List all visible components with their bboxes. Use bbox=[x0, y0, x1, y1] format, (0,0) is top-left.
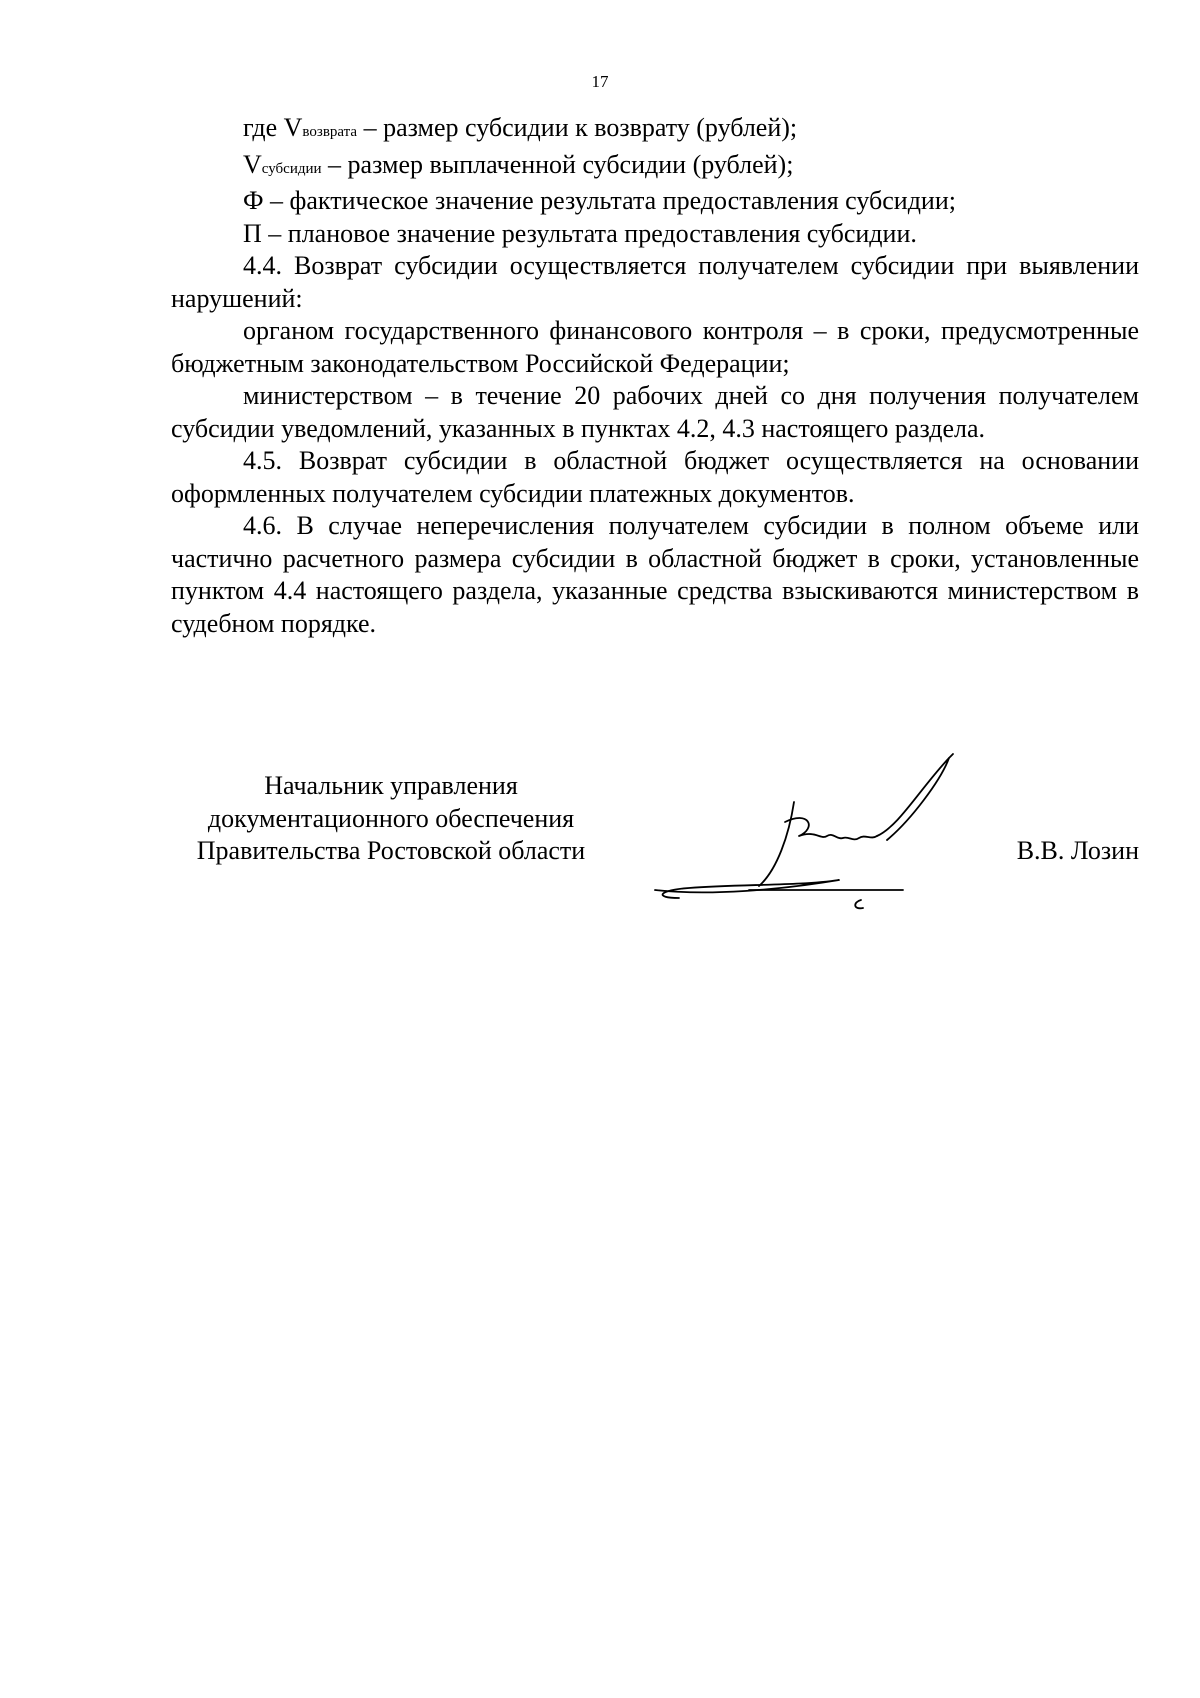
formula-term-v-return: где Vвозврата – размер субсидии к возврату (рублей); bbox=[243, 113, 798, 142]
signatory-name: В.В. Лозин bbox=[1016, 836, 1139, 865]
handwritten-signature-icon bbox=[649, 740, 979, 910]
paragraph-4-5: 4.5. Возврат субсидии в областной бюджет осуществляется на основании оформленных получателем субсидии платежных документов. bbox=[171, 446, 1139, 508]
v-subscript-subsidy: субсидии bbox=[261, 160, 322, 177]
position-line: Начальник управления bbox=[264, 771, 518, 800]
paragraph-4-6: 4.6. В случае неперечисления получателем субсидии в полном объеме или частично расчетного размера субсидии в областной бюджет в сроки, установленные пунктом 4.4 настоящего раздела, указанные средства взыскиваются министерством в судебном порядке. bbox=[171, 511, 1139, 638]
signatory-position bbox=[171, 770, 611, 868]
paragraph-4-4: 4.4. Возврат субсидии осуществляется получателем субсидии при выявлении нарушений: bbox=[171, 251, 1139, 313]
document-body bbox=[171, 112, 1139, 640]
v-symbol: V bbox=[283, 113, 303, 142]
formula-term-v-subsidy: Vсубсидии – размер выплаченной субсидии (рублей); bbox=[243, 149, 794, 179]
paragraph-4-4-a: органом государственного финансового контроля – в сроки, предусмотренные бюджетным законодательством Российской Федерации; bbox=[171, 316, 1139, 378]
formula-term-pi: П – плановое значение результата предоставления субсидии. bbox=[243, 218, 917, 248]
formula-term-phi: Ф – фактическое значение результата предоставления субсидии; bbox=[243, 186, 956, 215]
position-line: документационного обеспечения bbox=[207, 803, 575, 833]
v-subscript-return: возврата bbox=[302, 124, 358, 140]
signature-block bbox=[171, 770, 1139, 910]
page-number: 17 bbox=[591, 72, 609, 91]
paragraph-4-4-b: министерством – в течение 20 рабочих дней со дня получения получателем субсидии уведомлений, указанных в пунктах 4.2, 4.3 настоящего раздела. bbox=[171, 381, 1139, 443]
position-line: Правительства Ростовской области bbox=[196, 836, 586, 865]
v-symbol: V bbox=[243, 149, 262, 179]
